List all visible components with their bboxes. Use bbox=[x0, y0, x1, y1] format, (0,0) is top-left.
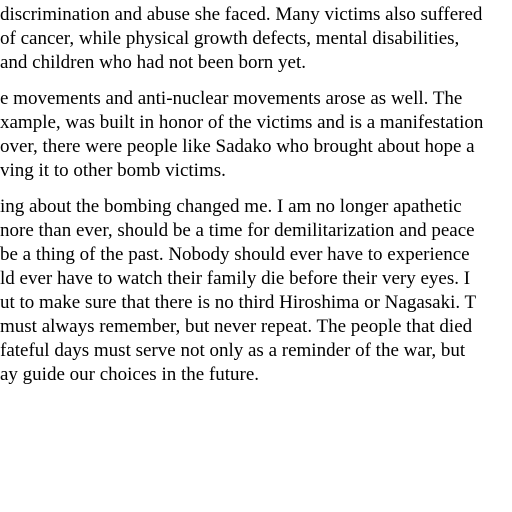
paragraph-1-line-2: of cancer, while physical growth defects, mental disabilities, bbox=[0, 28, 460, 49]
paragraph-1-line-1: discrimination and abuse she faced. Many victims also suffered bbox=[0, 4, 483, 25]
paragraph-3-line-4: ld ever have to watch their family die before their very eyes. I bbox=[0, 268, 471, 289]
paragraph-3-line-2: nore than ever, should be a time for demilitarization and peace bbox=[0, 220, 475, 241]
paragraph-2-line-1: e movements and anti-nuclear movements arose as well. The bbox=[0, 88, 463, 109]
paragraph-3-line-1: ing about the bombing changed me. I am no longer apathetic bbox=[0, 196, 462, 217]
paragraph-3-line-5: ut to make sure that there is no third Hiroshima or Nagasaki. T bbox=[0, 292, 477, 313]
paragraph-3-line-3: be a thing of the past. Nobody should ever have to experience bbox=[0, 244, 470, 265]
paragraph-1-line-3: and children who had not been born yet. bbox=[0, 52, 307, 73]
paragraph-2-line-4: ving it to other bomb victims. bbox=[0, 160, 226, 181]
paragraph-3-line-7: fateful days must serve not only as a reminder of the war, but bbox=[0, 340, 466, 361]
paragraph-3-line-8: ay guide our choices in the future. bbox=[0, 364, 260, 385]
paragraph-3-line-6: must always remember, but never repeat. The people that died bbox=[0, 316, 473, 337]
paragraph-2-line-2: xample, was built in honor of the victims and is a manifestation bbox=[0, 112, 484, 133]
paragraph-2-line-3: over, there were people like Sadako who brought about hope a bbox=[0, 136, 475, 157]
